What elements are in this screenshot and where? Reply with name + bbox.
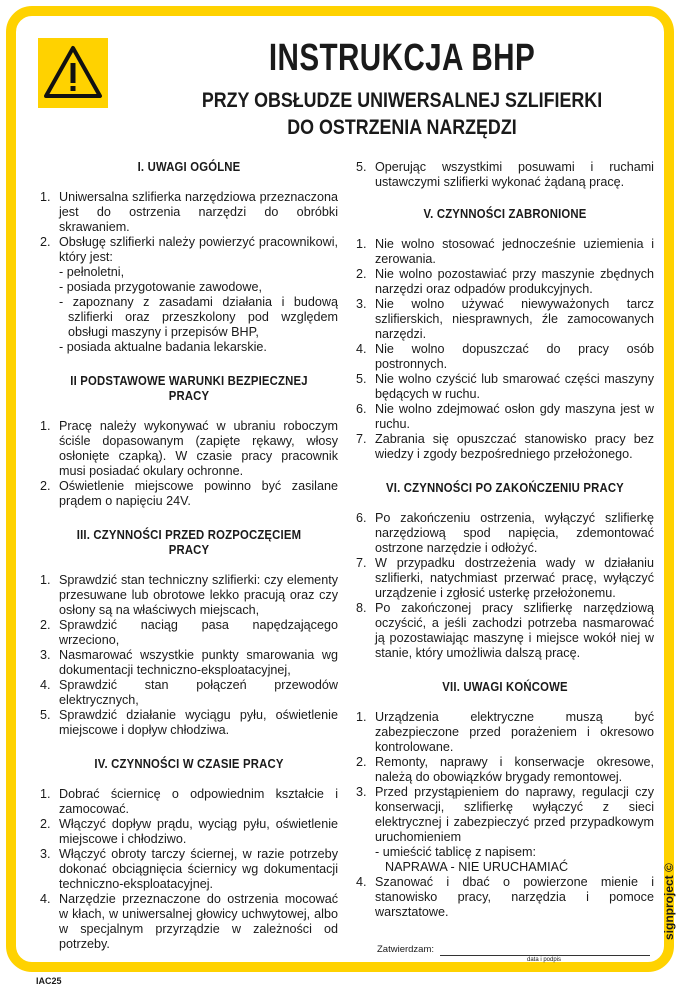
list-item: 4. Szanować i dbać o powierzone mienie i stanowisko pracy, narzędzia i pomoce warsztatowe.	[356, 875, 654, 919]
list-item: 4. Narzędzie przeznaczone do ostrzenia mocować w kłach, w uniwersalnej głowicy uchwytowej, albo w specjalnym przyrządzie w zależności od potrzeby.	[40, 892, 338, 951]
approve-label: Zatwierdzam:	[377, 944, 435, 955]
list-item: 1. Pracę należy wykonywać w ubraniu roboczym ściśle dopasowanym (zapięte rękawy, włosy osłonięte czapką). W czasie pracy pracownik musi posiadać okulary ochronne.	[40, 419, 338, 478]
signature-line	[440, 955, 650, 956]
section-title-7: VII. UWAGI KOŃCOWE	[442, 680, 568, 694]
list-item: 1. Nie wolno stosować jednocześnie uziemienia i zerowania.	[356, 237, 654, 266]
list-item: 4. Nie wolno dopuszczać do pracy osób postronnych.	[356, 342, 654, 371]
list-item: 2. Remonty, naprawy i konserwacje okresowe, należą do obowiązków brygady remontowej.	[356, 755, 654, 784]
sub-item: - pełnoletni,	[59, 265, 125, 279]
sub-list	[40, 265, 338, 355]
list-item: 4. Sprawdzić stan połączeń przewodów elektrycznych,	[40, 678, 338, 707]
list-item: 3. Włączyć obroty tarczy ściernej, w razie potrzeby dokonać obciągnięcia ściernicy wg dokumentacji techniczno-eksploatacyjnej.	[40, 847, 338, 891]
section-title-4: IV. CZYNNOŚCI W CZASIE PRACY	[94, 757, 284, 771]
list-item: 3. Nasmarować wszystkie punkty smarowania wg dokumentacji techniczno-eksploatacyjnej,	[40, 648, 338, 677]
section-title-6: VI. CZYNNOŚCI PO ZAKOŃCZENIU PRACY	[386, 481, 624, 495]
sign-text: NAPRAWA - NIE URUCHAMIAĆ	[385, 860, 569, 874]
list-item: 7. Zabrania się opuszczać stanowisko pracy bez wiedzy i zgody bezpośredniego przełożonego.	[356, 432, 654, 461]
list-item: 2. Sprawdzić naciąg pasa napędzającego wrzeciono,	[40, 618, 338, 647]
list-item: 1. Uniwersalna szlifierka narzędziowa przeznaczona jest do ostrzenia narzędzi do obróbki skrawaniem.	[40, 190, 338, 234]
warning-sign	[38, 38, 108, 108]
page-subtitle-2: DO OSTRZENIA NARZĘDZI	[287, 116, 517, 139]
list-item: 1. Urządzenia elektryczne muszą być zabezpieczone przed porażeniem i okresowo kontrolowane.	[356, 710, 654, 754]
section-title-1: I. UWAGI OGÓLNE	[137, 160, 241, 174]
sub-item: - zapoznany z zasadami działania i budową szlifierki oraz przeszkolony pod względem obsługi maszyny i przepisów BHP,	[59, 295, 338, 339]
left-column	[40, 160, 338, 952]
page-title: INSTRUKCJA BHP	[268, 37, 536, 79]
approve-sub: data i podpis	[527, 957, 562, 963]
approval-area	[377, 944, 647, 963]
list-item: 3. Przed przystąpieniem do naprawy, regulacji czy konserwacji, szlifierkę wyłączyć z sieci elektrycznej i zabezpieczyć przed przypadkowym uruchomieniem	[356, 785, 654, 844]
list-item: 5. Nie wolno czyścić lub smarować części maszyny będących w ruchu.	[356, 372, 654, 401]
list-item: 2. Oświetlenie miejscowe powinno być zasilane prądem o napięciu 24V.	[40, 479, 338, 508]
sub-item: - posiada aktualne badania lekarskie.	[59, 340, 267, 354]
right-column	[356, 160, 654, 920]
list-item: 6. Po zakończeniu ostrzenia, wyłączyć szlifierkę narzędziową spod napięcia, zdemontować ostrzone narzędzie i odłożyć.	[356, 511, 654, 555]
list-item: 8. Po zakończonej pracy szlifierkę narzędziową oczyścić, a jeśli zachodzi potrzeba nasmarować ją pozostawiając maszynę i miejsce wokół niej w stanie, który umożliwia dalszą pracę.	[356, 601, 654, 660]
list-item: 5. Sprawdzić działanie wyciągu pyłu, oświetlenie miejscowe i dopływ chłodziwa.	[40, 708, 338, 737]
list-item: 1. Sprawdzić stan techniczny szlifierki: czy elementy przesuwane lub obrotowe lekko pracują oraz czy osłony są na właściwych miejscach,	[40, 573, 338, 617]
list-item: 2. Obsługę szlifierki należy powierzyć pracownikowi, który jest:	[40, 235, 338, 264]
section-title-5: V. CZYNNOŚCI ZABRONIONE	[423, 207, 587, 221]
brand-mark: signproject ©	[662, 863, 676, 940]
section-title-2: II PODSTAWOWE WARUNKI BEZPIECZNEJ PRACY	[70, 374, 308, 403]
list-item: 2. Włączyć dopływ prądu, wyciąg pyłu, oświetlenie miejscowe i chłodziwo.	[40, 817, 338, 846]
sub-item: - umieścić tablicę z napisem:	[375, 845, 536, 859]
list-item: 3. Nie wolno używać niewyważonych tarcz szlifierskich, niesprawnych, źle zamocowanych narzędzi.	[356, 297, 654, 341]
list-item: 6. Nie wolno zdejmować osłon gdy maszyna jest w ruchu.	[356, 402, 654, 431]
list-item: 5. Operując wszystkimi posuwami i ruchami ustawczymi szlifierki wykonać żądaną pracę.	[356, 160, 654, 189]
list-item: 7. W przypadku dostrzeżenia wady w działaniu szlifierki, natychmiast przerwać pracę, wyłączyć urządzenie i zgłosić usterkę przełożonemu.	[356, 556, 654, 600]
page-subtitle-1: PRZY OBSŁUDZE UNIWERSALNEJ SZLIFIERKI	[201, 89, 603, 112]
product-code: IAC25	[36, 976, 62, 986]
list-item: 1. Dobrać ściernicę o odpowiednim kształcie i zamocować.	[40, 787, 338, 816]
section-title-3: III. CZYNNOŚCI PRZED ROZPOCZĘCIEM PRACY	[76, 528, 302, 557]
warning-triangle-icon	[38, 38, 108, 108]
list-item: 2. Nie wolno pozostawiać przy maszynie zbędnych narzędzi oraz odpadów produkcyjnych.	[356, 267, 654, 296]
sub-item: - posiada przygotowanie zawodowe,	[59, 280, 263, 294]
